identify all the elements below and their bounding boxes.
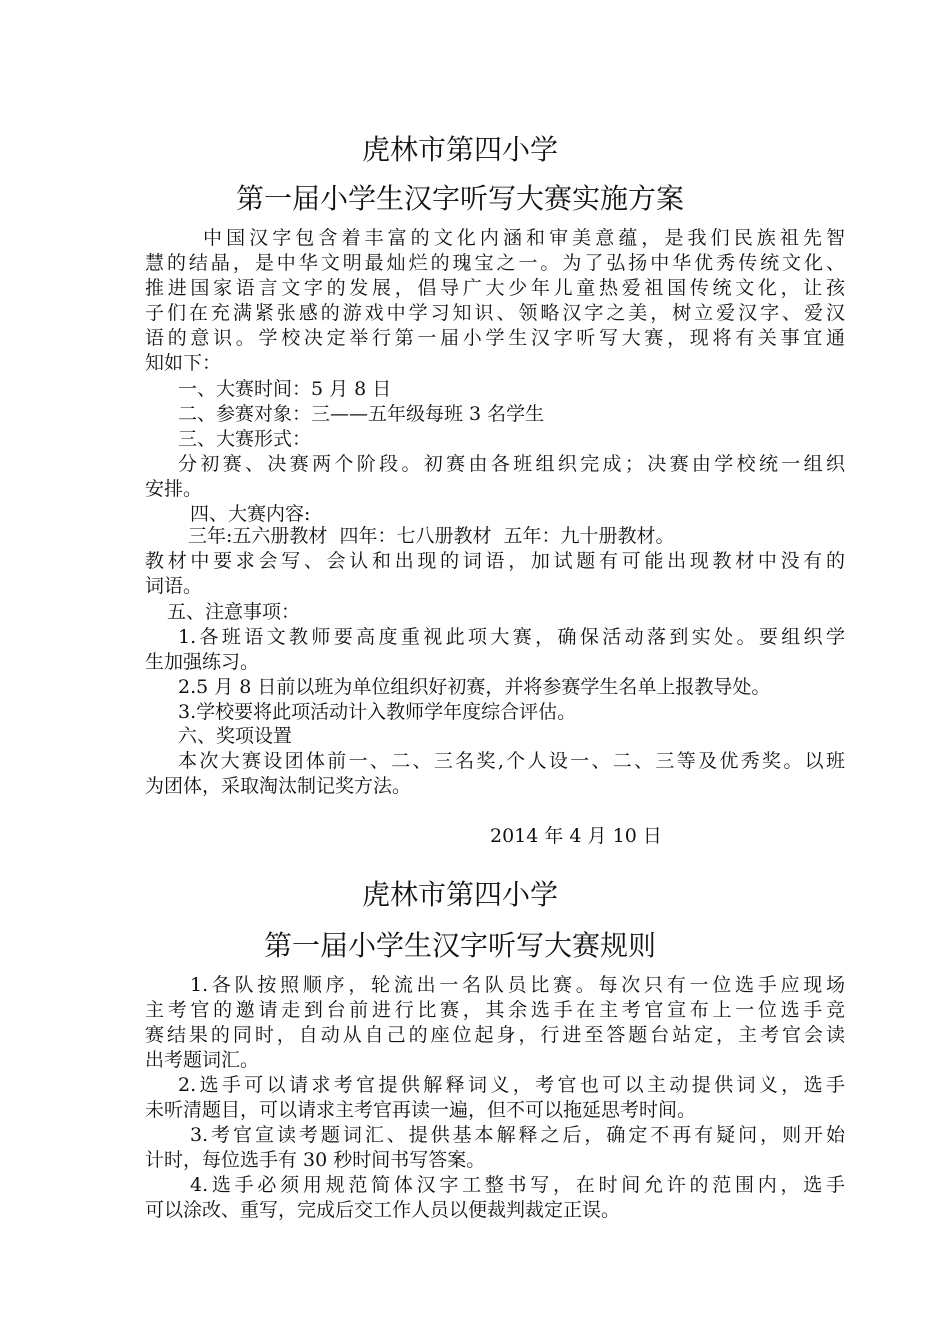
school-name-heading: 虎林市第四小学 (361, 878, 558, 911)
document-date: 2014 年 4 月 10 日 (490, 825, 662, 847)
section-format-text: 安排。 (145, 478, 203, 500)
document-title: 第一届小学生汉字听写大赛规则 (263, 929, 656, 962)
rule-item: 赛结果的同时，自动从自己的座位起身，行进至答题台站定，主考官会读 (145, 1024, 845, 1046)
intro-line: 中国汉字包含着丰富的文化内涵和审美意蕴，是我们民族祖先智 (203, 227, 845, 249)
section-content-grades: 三年:五六册教材 四年：七八册教材 五年：九十册教材。 (188, 525, 675, 547)
rule-item: 2.选手可以请求考官提供解释词义，考官也可以主动提供词义，选手 (178, 1074, 845, 1096)
note-item: 1.各班语文教师要高度重视此项大赛，确保活动落到实处。要组织学 (178, 626, 845, 648)
section-time: 一、大赛时间：5 月 8 日 (178, 378, 392, 400)
section-awards-heading: 六、奖项设置 (178, 725, 293, 747)
intro-line: 知如下： (145, 352, 222, 374)
note-item: 3.学校要将此项活动计入教师学年度综合评估。 (178, 701, 577, 723)
rule-item: 3.考官宣读考题词汇、提供基本解释之后，确定不再有疑问，则开始 (190, 1124, 845, 1146)
document-title: 第一届小学生汉字听写大赛实施方案 (235, 182, 684, 215)
school-name-heading: 虎林市第四小学 (361, 133, 558, 166)
section-content-text: 词语。 (145, 575, 203, 597)
section-awards-text: 本次大赛设团体前一、二、三名奖,个人设一、二、三等及优秀奖。以班 (178, 750, 845, 772)
section-content-text: 教材中要求会写、会认和出现的词语，加试题有可能出现教材中没有的 (145, 550, 845, 572)
section-content-heading: 四、大赛内容: (190, 503, 311, 525)
intro-line: 推进国家语言文字的发展，倡导广大少年儿童热爱祖国传统文化，让孩 (145, 277, 845, 299)
note-item: 2.5 月 8 日前以班为单位组织好初赛，并将参赛学生名单上报教导处。 (178, 676, 771, 698)
intro-line: 慧的结晶，是中华文明最灿烂的瑰宝之一。为了弘扬中华优秀传统文化、 (145, 252, 845, 274)
rule-item: 主考官的邀请走到台前进行比赛，其余选手在主考官宣布上一位选手竞 (145, 999, 845, 1021)
note-item: 生加强练习。 (145, 651, 260, 673)
rule-item: 计时，每位选手有 30 秒时间书写答案。 (145, 1149, 486, 1171)
rule-item: 未听清题目，可以请求主考官再读一遍，但不可以拖延思考时间。 (145, 1099, 697, 1121)
section-awards-text: 为团体，采取淘汰制记奖方法。 (145, 775, 412, 797)
section-format-text: 分初赛、决赛两个阶段。初赛由各班组织完成；决赛由学校统一组织 (178, 453, 845, 475)
rule-item: 出考题词汇。 (145, 1049, 260, 1071)
intro-line: 子们在充满紧张感的游戏中学习知识、领略汉字之美，树立爱汉字、爱汉 (145, 302, 845, 324)
rule-item: 4.选手必须用规范简体汉字工整书写，在时间允许的范围内，选手 (190, 1174, 845, 1196)
rule-item: 可以涂改、重写，完成后交工作人员以便裁判裁定正误。 (145, 1199, 621, 1221)
rule-item: 1.各队按照顺序，轮流出一名队员比赛。每次只有一位选手应现场 (190, 974, 845, 996)
section-format-heading: 三、大赛形式： (178, 428, 312, 450)
section-participants: 二、参赛对象：三——五年级每班 3 名学生 (178, 403, 545, 425)
section-notes-heading: 五、注意事项： (167, 601, 301, 623)
intro-line: 语的意识。学校决定举行第一届小学生汉字听写大赛，现将有关事宜通 (145, 327, 845, 349)
